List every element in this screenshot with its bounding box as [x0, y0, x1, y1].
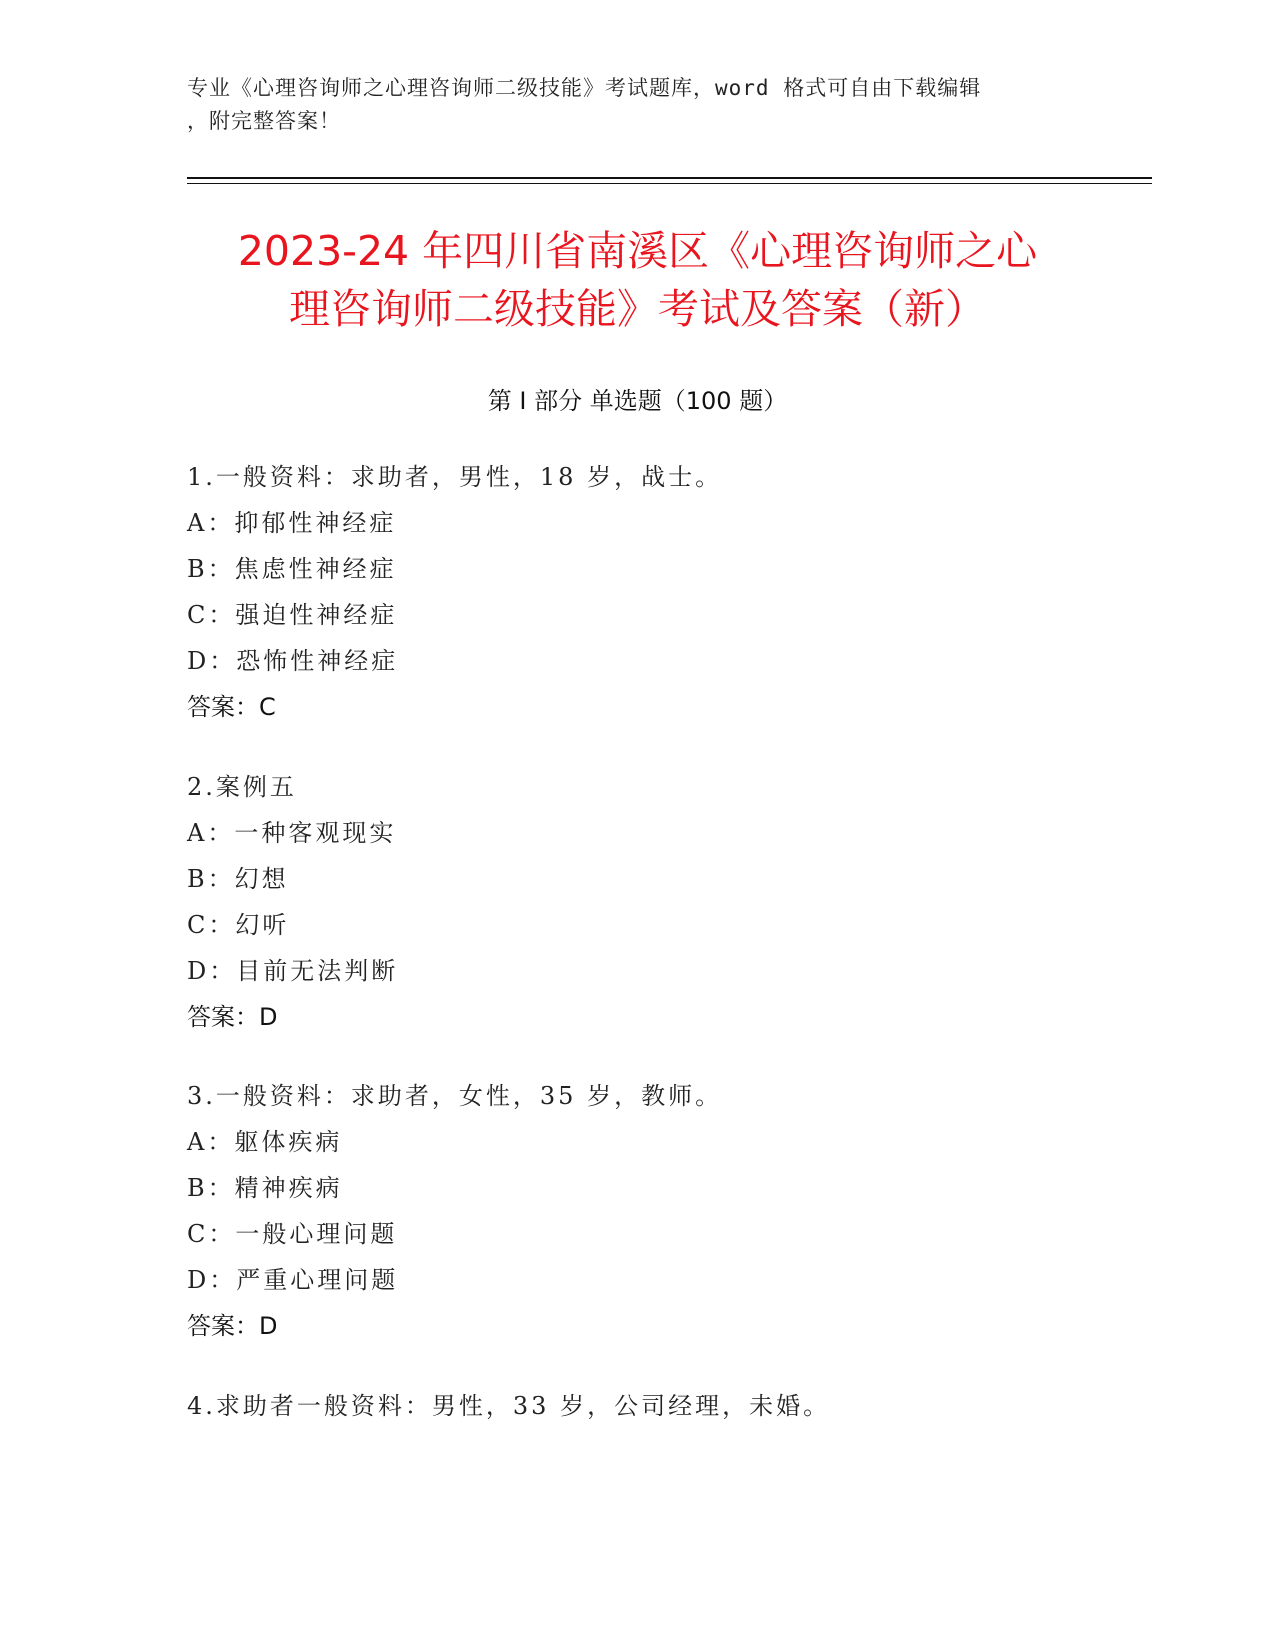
option-d: D：恐怖性神经症 [187, 647, 399, 675]
header-divider-thick [187, 177, 1152, 179]
question-2 [187, 764, 1127, 1040]
option-b: B：焦虑性神经症 [187, 555, 397, 583]
section-title: 第 I 部分 单选题（100 题） [487, 387, 788, 415]
answer: 答案：C [187, 693, 276, 721]
document-title-line-2: 理咨询师二级技能》考试及答案（新） [289, 285, 986, 333]
option-a: A：躯体疾病 [187, 1128, 343, 1156]
question-stem: 3.一般资料：求助者，女性，35 岁，教师。 [187, 1082, 723, 1110]
question-4 [187, 1383, 1127, 1429]
answer: 答案：D [187, 1312, 278, 1340]
header-divider-thin [187, 183, 1152, 184]
header-note-line-1: 专业《心理咨询师之心理咨询师二级技能》考试题库，word 格式可自由下载编辑 [187, 76, 982, 100]
question-1 [187, 454, 1127, 730]
option-d: D：严重心理问题 [187, 1266, 399, 1294]
option-d: D：目前无法判断 [187, 957, 399, 985]
option-a: A：一种客观现实 [187, 819, 397, 847]
question-stem: 4.求助者一般资料：男性，33 岁，公司经理，未婚。 [187, 1392, 831, 1420]
answer: 答案：D [187, 1003, 278, 1031]
option-a: A：抑郁性神经症 [187, 509, 397, 537]
option-b: B：幻想 [187, 865, 289, 893]
document-title-line-1: 2023-24 年四川省南溪区《心理咨询师之心 [237, 227, 1038, 275]
question-3 [187, 1073, 1127, 1349]
question-stem: 2.案例五 [187, 773, 297, 801]
option-c: C：一般心理问题 [187, 1220, 398, 1248]
document-title [150, 222, 1125, 338]
option-c: C：强迫性神经症 [187, 601, 398, 629]
question-stem: 1.一般资料：求助者，男性，18 岁，战士。 [187, 463, 723, 491]
option-c: C：幻听 [187, 911, 290, 939]
header-note [187, 72, 1087, 138]
option-b: B：精神疾病 [187, 1174, 343, 1202]
header-note-line-2: ，附完整答案！ [187, 109, 341, 133]
